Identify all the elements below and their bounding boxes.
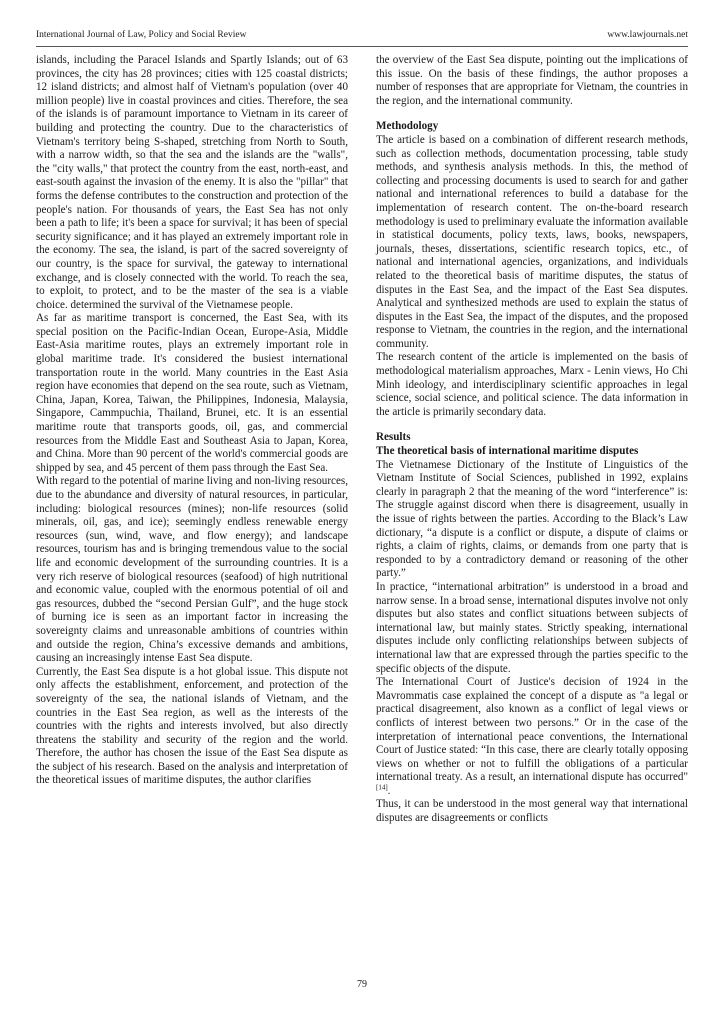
running-header xyxy=(36,30,688,44)
paragraph: The Vietnamese Dictionary of the Institute of Linguistics of the Vietnam Institute of Social Sciences, published in 1992, explains clearly in paragraph 2 that the meaning of the word “interference” is: The struggle against discord when there is disagreement, usually in the issue of rights between the parties. According to the Black’s Law dictionary, “a dispute is a conflict or dispute, a dispute of claims or rights, a claim of rights, claims, or demands from one party that is responded to by a contradictory demand or reasoning of the other party.” xyxy=(376,458,688,580)
section-heading-methodology: Methodology xyxy=(376,120,439,133)
paragraph: As far as maritime transport is concerned, the East Sea, with its special position on the Pacific-Indian Ocean, Europe-Asia, Middle East-Asia maritime routes, plays an extremely important role in global maritime trade. It's considered the busiest international transportation route in the world. Many countries in the East Asia region have economies that depend on the sea route, such as Vietnam, China, Japan, Korea, Taiwan, the Philippines, Indonesia, Malaysia, Singapore, Cammpuchia, Thailand, Brunei, etc. It is an essential maritime route that transports goods, oil, gas, and commercial resources from the Middle East and Southeast Asia to Japan, Korea, and China. More than 90 percent of the world's commercial goods are shipped by sea, and 45 percent of them pass through the East Sea. xyxy=(36,312,348,474)
journal-website: www.lawjournals.net xyxy=(607,30,688,40)
paragraph: The article is based on a combination of different research methods, such as collection methods, documentation processing, table study methods, and synthesis analysis methods. In this, the method of collecting and processing documents is used to search for and gather national and international references to build a database for the implementation of research content. The on-the-board research methodology is used to preliminary evaluate the information available in statistical documents, policy texts, laws, books, newspapers, journals, theses, dissertations, scientific research topics, etc., of national and international agencies, organizations, and individuals related to the theoretical basis of maritime disputes, the status of disputes in the East Sea, and the impact of the East Sea disputes. Analytical and synthesized methods are used to explain the status of disputes in the East Sea, the impact of the disputes, and the proposed response to Vietnam, the countries in the region, and the international community. xyxy=(376,133,688,350)
paragraph: Thus, it can be understood in the most general way that international disputes are disagreements or conflicts xyxy=(376,798,688,825)
paragraph: The research content of the article is implemented on the basis of methodological materialism approaches, Marx - Lenin views, Ho Chi Minh ideology, and interdisciplinary scientific approaches in legal science, social science, and political science. The data information in the article is primarily secondary data. xyxy=(376,351,688,418)
section-heading-results: Results xyxy=(376,431,411,444)
paragraph xyxy=(376,676,688,798)
punctuation: . xyxy=(387,784,391,797)
paragraph-text: The International Court of Justice's decision of 1924 in the Mavrommatis case explained the concept of a dispute as "a legal or practical disagreement, also known as a conflict of legal views or conflicts of interest between two persons.” Or in the case of the interpretation of international peace conventions, the International Court of Justice stated: “In this case, there are clearly totally opposing views on whether or not to fulfill the obligations of a particular international treaty. As a result, an international dispute has occurred" xyxy=(376,676,688,784)
citation-reference: [14] xyxy=(376,783,388,792)
paragraph: With regard to the potential of marine living and non-living resources, due to the abundance and diversity of natural resources, in particular, including: biological resources (mines); non-life resources (solid minerals, oil, gas, and ice); seemingly endless renewable energy resources (sun, wind, wave, and flow energy); and landscape resources, tourism has and is bringing tremendous value to the social life and economic development of the surrounding countries. It is a very rich reserve of biological resources (seafood) of high nutritional and economic value, coupled with the enormous potential of oil and gas resources, dubbed the “second Persian Gulf”, and the huge stock of burning ice is seen as an important factor in increasing the sovereignty claims and unreasonable ambitions of countries within and outside the region, China’s excessive demands and ambitions, causing an increasingly intense East Sea dispute. xyxy=(36,475,348,665)
journal-title: International Journal of Law, Policy and Social Review xyxy=(36,30,247,40)
page-number: 79 xyxy=(357,979,367,990)
paragraph: Currently, the East Sea dispute is a hot global issue. This dispute not only affects the establishment, enforcement, and protection of the sovereignty of the sea, the national islands of Vietnam, and the countries in the East Sea region, as well as the interests of the countries with the rights and interests involved, but also directly threatens the stability and security of the region and the world. Therefore, the author has chosen the issue of the East Sea dispute as the subject of his research. Based on the analysis and interpretation of the theoretical issues of maritime disputes, the author clarifies xyxy=(36,665,348,787)
spacer xyxy=(376,419,688,431)
subsection-heading: The theoretical basis of international maritime disputes xyxy=(376,445,639,458)
paragraph: In practice, “international arbitration” is understood in a broad and narrow sense. In a broad sense, international disputes involve not only disputes but also states and conflict situations between subjects of international law, but mainly states. Strictly speaking, international disputes include only conflicting relationships between subjects of international law that are expressed through the parties specific to the specific objects of the dispute. xyxy=(376,580,688,675)
right-column xyxy=(376,54,688,826)
paragraph: islands, including the Paracel Islands and Spartly Islands; out of 63 provinces, the city has 28 provinces; cities with 125 coastal districts; 12 island districts; and almost half of Vietnam's population (over 40 million people) live in coastal provinces and cities. Therefore, the sea of the islands is of paramount importance to Vietnam in its career of building and protecting the country. Due to the characteristics of Vietnam's territory being S-shaped, stretching from North to South, with a narrow width, so that the sea and the islands are the "walls", the "city walls," that protect the country from the east, north-east, and east-south against the invasion of the enemy. It is also the "pillar" that forms the defense contributes to the construction and protection of the people's nation. For thousands of years, the East Sea has not only been a path to life; it's been a space for survival; it has been of special security significance; and it has played an extremely important role in the economy. The sea, the island, is part of the sacred sovereignty of our country, is the space for survival, the gateway to international exchange, and is closely connected with the world. To reach the sea, to exploit, to protect, and to be the master of the sea is a viable choice. determined the survival of the Vietnamese people. xyxy=(36,54,348,311)
paragraph: the overview of the East Sea dispute, pointing out the implications of this issue. On the basis of these findings, the author proposes a number of responses that are appropriate for Vietnam, the countries in the region, and the international community. xyxy=(376,54,688,107)
spacer xyxy=(376,108,688,120)
left-column xyxy=(36,54,348,788)
header-rule xyxy=(36,46,688,47)
